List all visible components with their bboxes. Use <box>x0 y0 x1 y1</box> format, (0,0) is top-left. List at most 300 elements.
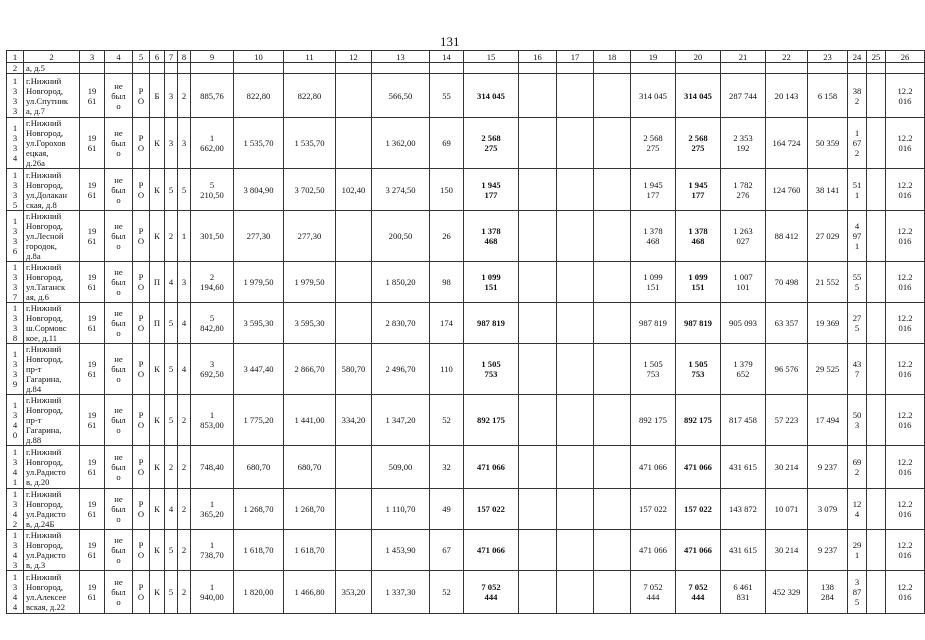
value-cell-c3: 19 61 <box>80 118 105 169</box>
value-cell-c5: Р О <box>133 571 150 614</box>
value-cell-c10: 822,80 <box>234 74 284 118</box>
value-cell-c14: 110 <box>430 344 464 395</box>
value-cell-c20: 157 022 <box>676 489 721 530</box>
value-cell-c25 <box>867 262 886 303</box>
value-cell-c7: 5 <box>165 344 178 395</box>
value-cell-c21: 1 007 101 <box>721 262 766 303</box>
value-cell-c17 <box>557 211 594 262</box>
value-cell-c7: 5 <box>165 530 178 571</box>
value-cell-c7: 4 <box>165 262 178 303</box>
table-cell <box>191 63 234 74</box>
value-cell-c7: 4 <box>165 489 178 530</box>
value-cell-c20: 2 568 275 <box>676 118 721 169</box>
table-cell <box>372 63 430 74</box>
value-cell-c13: 2 496,70 <box>372 344 430 395</box>
value-cell-c18 <box>594 571 631 614</box>
address-cell: г.Нижний Новгород, ул.Лесной городок, д.8а <box>24 211 80 262</box>
value-cell-c11: 680,70 <box>284 446 336 489</box>
table-cell <box>519 63 557 74</box>
column-number: 2 <box>24 51 80 63</box>
value-cell-c12 <box>336 211 372 262</box>
column-number: 24 <box>848 51 867 63</box>
value-cell-c18 <box>594 344 631 395</box>
column-number: 16 <box>519 51 557 63</box>
value-cell-c11: 1 618,70 <box>284 530 336 571</box>
value-cell-c24: 43 7 <box>848 344 867 395</box>
value-cell-c22: 20 143 <box>766 74 808 118</box>
value-cell-c16 <box>519 489 557 530</box>
column-number: 19 <box>631 51 676 63</box>
column-number: 26 <box>886 51 925 63</box>
value-cell-c15: 471 066 <box>464 446 519 489</box>
value-cell-c7: 2 <box>165 211 178 262</box>
value-cell-c8: 3 <box>178 262 191 303</box>
address-cell: г.Нижний Новгород, ул.Спутник а, д.7 <box>24 74 80 118</box>
column-number: 7 <box>165 51 178 63</box>
value-cell-c11: 822,80 <box>284 74 336 118</box>
value-cell-c19: 1 505 753 <box>631 344 676 395</box>
value-cell-c17 <box>557 74 594 118</box>
table-cell <box>886 63 925 74</box>
value-cell-c23: 29 525 <box>808 344 848 395</box>
table-row <box>7 169 925 211</box>
value-cell-c10: 1 535,70 <box>234 118 284 169</box>
value-cell-c24: 38 2 <box>848 74 867 118</box>
value-cell-c7: 3 <box>165 118 178 169</box>
value-cell-c4: не был о <box>105 169 133 211</box>
table-cell <box>165 63 178 74</box>
address-cell: г.Нижний Новгород, ш.Сормовс кое, д.11 <box>24 303 80 344</box>
value-cell-c24: 4 97 1 <box>848 211 867 262</box>
value-cell-c12 <box>336 446 372 489</box>
column-number: 10 <box>234 51 284 63</box>
value-cell-c16 <box>519 571 557 614</box>
row-number-cell: 1 3 3 8 <box>7 303 24 344</box>
address-cell: г.Нижний Новгород, ул.Радисто в, д.3 <box>24 530 80 571</box>
value-cell-c10: 680,70 <box>234 446 284 489</box>
table-cell <box>80 63 105 74</box>
value-cell-c25 <box>867 211 886 262</box>
value-cell-c19: 1 945 177 <box>631 169 676 211</box>
value-cell-c9: 885,76 <box>191 74 234 118</box>
row-number-cell: 1 3 4 4 <box>7 571 24 614</box>
value-cell-c8: 4 <box>178 344 191 395</box>
value-cell-c13: 1 362,00 <box>372 118 430 169</box>
table-cell <box>594 63 631 74</box>
value-cell-c7: 5 <box>165 395 178 446</box>
table-row <box>7 303 925 344</box>
column-number: 3 <box>80 51 105 63</box>
row-number-cell: 1 3 3 6 <box>7 211 24 262</box>
value-cell-c10: 3 804,90 <box>234 169 284 211</box>
value-cell-c22: 10 071 <box>766 489 808 530</box>
address-cell: г.Нижний Новгород, пр-т Гагарина, д.88 <box>24 395 80 446</box>
column-number: 5 <box>133 51 150 63</box>
column-number: 20 <box>676 51 721 63</box>
value-cell-c20: 987 819 <box>676 303 721 344</box>
value-cell-c17 <box>557 395 594 446</box>
value-cell-c20: 1 945 177 <box>676 169 721 211</box>
value-cell-c19: 1 099 151 <box>631 262 676 303</box>
value-cell-c20: 1 099 151 <box>676 262 721 303</box>
value-cell-c26: 12.2 016 <box>886 489 925 530</box>
value-cell-c24: 1 67 2 <box>848 118 867 169</box>
table-row <box>7 571 925 614</box>
row-number-cell: 1 3 4 2 <box>7 489 24 530</box>
value-cell-c21: 431 615 <box>721 446 766 489</box>
value-cell-c14: 174 <box>430 303 464 344</box>
continuation-row <box>7 63 925 74</box>
row-number-cell: 1 3 4 3 <box>7 530 24 571</box>
value-cell-c18 <box>594 446 631 489</box>
value-cell-c26: 12.2 016 <box>886 446 925 489</box>
value-cell-c24: 3 87 5 <box>848 571 867 614</box>
value-cell-c12 <box>336 530 372 571</box>
value-cell-c10: 1 618,70 <box>234 530 284 571</box>
value-cell-c18 <box>594 395 631 446</box>
table-cell <box>766 63 808 74</box>
value-cell-c8: 2 <box>178 446 191 489</box>
value-cell-c12: 102,40 <box>336 169 372 211</box>
table-cell <box>848 63 867 74</box>
table-cell <box>178 63 191 74</box>
value-cell-c10: 3 595,30 <box>234 303 284 344</box>
value-cell-c5: Р О <box>133 262 150 303</box>
column-number: 11 <box>284 51 336 63</box>
value-cell-c23: 138 284 <box>808 571 848 614</box>
value-cell-c20: 1 378 468 <box>676 211 721 262</box>
value-cell-c14: 49 <box>430 489 464 530</box>
value-cell-c12: 334,20 <box>336 395 372 446</box>
value-cell-c21: 6 461 831 <box>721 571 766 614</box>
column-number: 17 <box>557 51 594 63</box>
value-cell-c14: 52 <box>430 571 464 614</box>
value-cell-c15: 7 052 444 <box>464 571 519 614</box>
value-cell-c14: 52 <box>430 395 464 446</box>
value-cell-c20: 892 175 <box>676 395 721 446</box>
value-cell-c10: 277,30 <box>234 211 284 262</box>
table-row <box>7 446 925 489</box>
column-number: 6 <box>150 51 165 63</box>
value-cell-c5: Р О <box>133 530 150 571</box>
value-cell-c16 <box>519 530 557 571</box>
value-cell-c3: 19 61 <box>80 344 105 395</box>
value-cell-c8: 2 <box>178 395 191 446</box>
value-cell-c11: 2 866,70 <box>284 344 336 395</box>
table-cell <box>721 63 766 74</box>
value-cell-c22: 63 357 <box>766 303 808 344</box>
column-number: 4 <box>105 51 133 63</box>
value-cell-c17 <box>557 262 594 303</box>
value-cell-c5: Р О <box>133 489 150 530</box>
row-number-cell: 1 3 3 5 <box>7 169 24 211</box>
value-cell-c26: 12.2 016 <box>886 571 925 614</box>
value-cell-c22: 30 214 <box>766 446 808 489</box>
value-cell-c4: не был о <box>105 211 133 262</box>
value-cell-c18 <box>594 489 631 530</box>
value-cell-c23: 6 158 <box>808 74 848 118</box>
value-cell-c22: 452 329 <box>766 571 808 614</box>
value-cell-c25 <box>867 74 886 118</box>
value-cell-c7: 5 <box>165 303 178 344</box>
value-cell-c3: 19 61 <box>80 446 105 489</box>
value-cell-c16 <box>519 262 557 303</box>
table-row <box>7 211 925 262</box>
value-cell-c9: 5 210,50 <box>191 169 234 211</box>
value-cell-c8: 4 <box>178 303 191 344</box>
value-cell-c9: 3 692,50 <box>191 344 234 395</box>
value-cell-c3: 19 61 <box>80 169 105 211</box>
value-cell-c22: 88 412 <box>766 211 808 262</box>
value-cell-c19: 892 175 <box>631 395 676 446</box>
value-cell-c17 <box>557 446 594 489</box>
value-cell-c25 <box>867 344 886 395</box>
value-cell-c10: 1 775,20 <box>234 395 284 446</box>
value-cell-c15: 1 378 468 <box>464 211 519 262</box>
value-cell-c16 <box>519 118 557 169</box>
value-cell-c9: 748,40 <box>191 446 234 489</box>
value-cell-c15: 1 945 177 <box>464 169 519 211</box>
value-cell-c26: 12.2 016 <box>886 344 925 395</box>
value-cell-c26: 12.2 016 <box>886 118 925 169</box>
value-cell-c9: 1 365,20 <box>191 489 234 530</box>
value-cell-c12 <box>336 262 372 303</box>
value-cell-c21: 143 872 <box>721 489 766 530</box>
value-cell-c20: 471 066 <box>676 446 721 489</box>
table-row <box>7 344 925 395</box>
value-cell-c24: 69 2 <box>848 446 867 489</box>
value-cell-c8: 2 <box>178 571 191 614</box>
value-cell-c16 <box>519 344 557 395</box>
value-cell-c23: 27 029 <box>808 211 848 262</box>
value-cell-c17 <box>557 303 594 344</box>
value-cell-c22: 124 760 <box>766 169 808 211</box>
value-cell-c11: 1 466,80 <box>284 571 336 614</box>
value-cell-c19: 987 819 <box>631 303 676 344</box>
address-cell: г.Нижний Новгород, ул.Долакан ская, д.8 <box>24 169 80 211</box>
table-cell <box>234 63 284 74</box>
value-cell-c17 <box>557 344 594 395</box>
table-cell <box>808 63 848 74</box>
value-cell-c15: 892 175 <box>464 395 519 446</box>
address-cell: г.Нижний Новгород, ул.Радисто в, д.20 <box>24 446 80 489</box>
value-cell-c17 <box>557 169 594 211</box>
value-cell-c16 <box>519 211 557 262</box>
value-cell-c18 <box>594 530 631 571</box>
value-cell-c11: 1 268,70 <box>284 489 336 530</box>
table-cell <box>105 63 133 74</box>
value-cell-c3: 19 61 <box>80 530 105 571</box>
table-cell <box>676 63 721 74</box>
value-cell-c23: 9 237 <box>808 530 848 571</box>
value-cell-c23: 3 079 <box>808 489 848 530</box>
value-cell-c15: 157 022 <box>464 489 519 530</box>
value-cell-c6: К <box>150 395 165 446</box>
value-cell-c6: К <box>150 118 165 169</box>
value-cell-c9: 2 194,60 <box>191 262 234 303</box>
value-cell-c16 <box>519 169 557 211</box>
value-cell-c6: К <box>150 446 165 489</box>
value-cell-c25 <box>867 446 886 489</box>
row-number-cell: 1 3 4 1 <box>7 446 24 489</box>
address-cell: г.Нижний Новгород, ул.Радисто в, д.24Б <box>24 489 80 530</box>
value-cell-c26: 12.2 016 <box>886 169 925 211</box>
column-number: 25 <box>867 51 886 63</box>
value-cell-c10: 1 820,00 <box>234 571 284 614</box>
value-cell-c19: 2 568 275 <box>631 118 676 169</box>
value-cell-c12: 353,20 <box>336 571 372 614</box>
value-cell-c15: 471 066 <box>464 530 519 571</box>
value-cell-c13: 1 347,20 <box>372 395 430 446</box>
value-cell-c16 <box>519 303 557 344</box>
value-cell-c19: 157 022 <box>631 489 676 530</box>
value-cell-c3: 19 61 <box>80 303 105 344</box>
value-cell-c11: 1 441,00 <box>284 395 336 446</box>
value-cell-c18 <box>594 262 631 303</box>
value-cell-c14: 98 <box>430 262 464 303</box>
value-cell-c4: не был о <box>105 344 133 395</box>
value-cell-c5: Р О <box>133 74 150 118</box>
value-cell-c16 <box>519 395 557 446</box>
table-cell <box>284 63 336 74</box>
value-cell-c11: 3 595,30 <box>284 303 336 344</box>
value-cell-c22: 96 576 <box>766 344 808 395</box>
value-cell-c9: 1 662,00 <box>191 118 234 169</box>
value-cell-c13: 509,00 <box>372 446 430 489</box>
value-cell-c11: 277,30 <box>284 211 336 262</box>
column-number: 12 <box>336 51 372 63</box>
value-cell-c12: 580,70 <box>336 344 372 395</box>
table-row <box>7 262 925 303</box>
page-number: 131 <box>440 34 460 49</box>
table-cell <box>557 63 594 74</box>
value-cell-c13: 1 453,90 <box>372 530 430 571</box>
value-cell-c24: 27 5 <box>848 303 867 344</box>
value-cell-c14: 69 <box>430 118 464 169</box>
value-cell-c19: 314 045 <box>631 74 676 118</box>
value-cell-c21: 1 263 027 <box>721 211 766 262</box>
value-cell-c22: 57 223 <box>766 395 808 446</box>
value-cell-c9: 1 940,00 <box>191 571 234 614</box>
value-cell-c23: 38 141 <box>808 169 848 211</box>
value-cell-c12 <box>336 118 372 169</box>
value-cell-c6: П <box>150 262 165 303</box>
column-number: 8 <box>178 51 191 63</box>
value-cell-c8: 2 <box>178 530 191 571</box>
value-cell-c20: 1 505 753 <box>676 344 721 395</box>
value-cell-c7: 5 <box>165 169 178 211</box>
value-cell-c26: 12.2 016 <box>886 530 925 571</box>
value-cell-c14: 32 <box>430 446 464 489</box>
value-cell-c25 <box>867 571 886 614</box>
value-cell-c13: 566,50 <box>372 74 430 118</box>
value-cell-c25 <box>867 303 886 344</box>
table-cell <box>464 63 519 74</box>
value-cell-c24: 29 1 <box>848 530 867 571</box>
value-cell-c15: 1 099 151 <box>464 262 519 303</box>
value-cell-c5: Р О <box>133 211 150 262</box>
address-cell: г.Нижний Новгород, ул.Таганск ая, д.6 <box>24 262 80 303</box>
value-cell-c22: 30 214 <box>766 530 808 571</box>
column-number: 15 <box>464 51 519 63</box>
value-cell-c9: 1 853,00 <box>191 395 234 446</box>
value-cell-c23: 21 552 <box>808 262 848 303</box>
value-cell-c4: не был о <box>105 395 133 446</box>
value-cell-c8: 2 <box>178 74 191 118</box>
value-cell-c23: 9 237 <box>808 446 848 489</box>
value-cell-c3: 19 61 <box>80 211 105 262</box>
value-cell-c22: 70 498 <box>766 262 808 303</box>
column-number: 13 <box>372 51 430 63</box>
value-cell-c8: 3 <box>178 118 191 169</box>
column-number-row <box>7 51 925 63</box>
value-cell-c3: 19 61 <box>80 74 105 118</box>
value-cell-c11: 1 535,70 <box>284 118 336 169</box>
value-cell-c11: 3 702,50 <box>284 169 336 211</box>
value-cell-c19: 471 066 <box>631 530 676 571</box>
value-cell-c15: 987 819 <box>464 303 519 344</box>
column-number: 9 <box>191 51 234 63</box>
value-cell-c4: не был о <box>105 74 133 118</box>
value-cell-c9: 5 842,80 <box>191 303 234 344</box>
value-cell-c18 <box>594 118 631 169</box>
value-cell-c6: К <box>150 344 165 395</box>
value-cell-c4: не был о <box>105 446 133 489</box>
value-cell-c6: К <box>150 571 165 614</box>
value-cell-c20: 471 066 <box>676 530 721 571</box>
address-cell: а, д.5 <box>24 63 80 74</box>
value-cell-c19: 1 378 468 <box>631 211 676 262</box>
value-cell-c24: 51 1 <box>848 169 867 211</box>
value-cell-c10: 3 447,40 <box>234 344 284 395</box>
table-row <box>7 530 925 571</box>
value-cell-c21: 2 353 192 <box>721 118 766 169</box>
value-cell-c6: К <box>150 530 165 571</box>
value-cell-c8: 5 <box>178 169 191 211</box>
value-cell-c26: 12.2 016 <box>886 303 925 344</box>
row-number-cell: 2 <box>7 63 24 74</box>
value-cell-c14: 150 <box>430 169 464 211</box>
value-cell-c15: 2 568 275 <box>464 118 519 169</box>
value-cell-c25 <box>867 489 886 530</box>
value-cell-c24: 12 4 <box>848 489 867 530</box>
value-cell-c15: 1 505 753 <box>464 344 519 395</box>
column-number: 22 <box>766 51 808 63</box>
value-cell-c15: 314 045 <box>464 74 519 118</box>
value-cell-c6: П <box>150 303 165 344</box>
table-cell <box>336 63 372 74</box>
address-cell: г.Нижний Новгород, ул.Алексее вская, д.22 <box>24 571 80 614</box>
table-body <box>7 51 925 614</box>
value-cell-c17 <box>557 118 594 169</box>
value-cell-c26: 12.2 016 <box>886 74 925 118</box>
row-number-cell: 1 3 3 9 <box>7 344 24 395</box>
table-cell <box>631 63 676 74</box>
value-cell-c3: 19 61 <box>80 571 105 614</box>
table-row <box>7 74 925 118</box>
value-cell-c18 <box>594 303 631 344</box>
address-cell: г.Нижний Новгород, пр-т Гагарина, д.84 <box>24 344 80 395</box>
value-cell-c5: Р О <box>133 169 150 211</box>
value-cell-c25 <box>867 395 886 446</box>
value-cell-c5: Р О <box>133 303 150 344</box>
value-cell-c21: 431 615 <box>721 530 766 571</box>
value-cell-c13: 2 830,70 <box>372 303 430 344</box>
value-cell-c7: 3 <box>165 74 178 118</box>
value-cell-c17 <box>557 571 594 614</box>
value-cell-c3: 19 61 <box>80 489 105 530</box>
value-cell-c11: 1 979,50 <box>284 262 336 303</box>
